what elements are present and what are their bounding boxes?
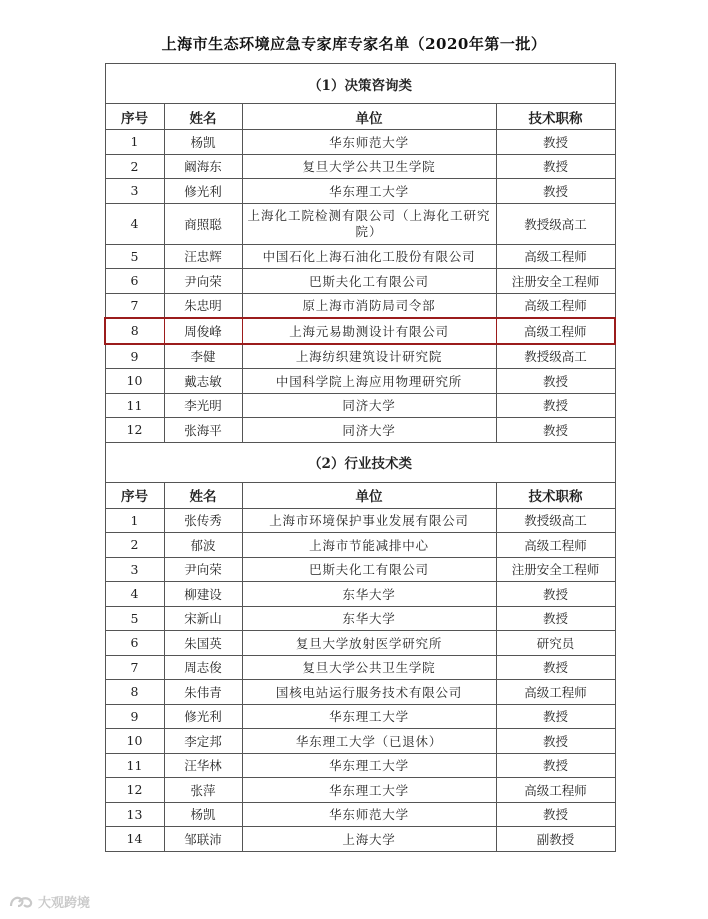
cell-title: 教授 <box>496 369 615 394</box>
cell-title: 教授 <box>496 179 615 204</box>
cell-index: 7 <box>105 655 164 680</box>
section-heading: （1）决策咨询类 <box>105 64 615 104</box>
cell-index: 5 <box>105 606 164 631</box>
section-heading-row <box>105 442 615 482</box>
cell-title: 高级工程师 <box>496 293 615 318</box>
table-row <box>105 533 615 558</box>
highlighted-table-row <box>105 318 615 344</box>
table-row <box>105 753 615 778</box>
watermark <box>8 892 90 911</box>
cell-index: 7 <box>105 293 164 318</box>
header-unit: 单位 <box>242 104 496 130</box>
cell-index: 8 <box>105 680 164 705</box>
cell-name: 张萍 <box>164 778 242 803</box>
table-row <box>105 827 615 852</box>
cell-index: 11 <box>105 393 164 418</box>
table-row <box>105 418 615 443</box>
cell-index: 8 <box>105 318 164 344</box>
cell-title: 教授 <box>496 753 615 778</box>
cell-name: 商照聪 <box>164 203 242 244</box>
cell-name: 周志俊 <box>164 655 242 680</box>
cell-title: 注册安全工程师 <box>496 269 615 294</box>
cell-index: 2 <box>105 154 164 179</box>
cell-unit: 华东理工大学 <box>242 778 496 803</box>
cell-index: 9 <box>105 344 164 369</box>
cell-name: 张海平 <box>164 418 242 443</box>
cell-index: 12 <box>105 778 164 803</box>
cell-name: 朱忠明 <box>164 293 242 318</box>
cell-unit: 国核电站运行服务技术有限公司 <box>242 680 496 705</box>
cell-index: 2 <box>105 533 164 558</box>
cell-name: 李定邦 <box>164 729 242 754</box>
cell-unit: 华东师范大学 <box>242 802 496 827</box>
cell-title: 教授级高工 <box>496 508 615 533</box>
cell-index: 1 <box>105 130 164 155</box>
cell-unit: 上海市节能减排中心 <box>242 533 496 558</box>
watermark-text: 大观跨境 <box>38 896 91 911</box>
cell-index: 6 <box>105 631 164 656</box>
cell-unit: 上海纺织建筑设计研究院 <box>242 344 496 369</box>
cell-unit: 复旦大学放射医学研究所 <box>242 631 496 656</box>
cell-name: 尹向荣 <box>164 557 242 582</box>
section-heading: （2）行业技术类 <box>105 442 615 482</box>
cell-index: 14 <box>105 827 164 852</box>
cell-title: 教授 <box>496 729 615 754</box>
table-row <box>105 244 615 269</box>
table-row <box>105 606 615 631</box>
header-index: 序号 <box>105 104 164 130</box>
table-row <box>105 130 615 155</box>
cell-index: 3 <box>105 557 164 582</box>
cell-title: 教授 <box>496 655 615 680</box>
cell-name: 修光利 <box>164 704 242 729</box>
cell-index: 10 <box>105 369 164 394</box>
cell-unit: 华东理工大学（已退休） <box>242 729 496 754</box>
cell-title: 高级工程师 <box>496 778 615 803</box>
cell-unit: 华东理工大学 <box>242 704 496 729</box>
table-row <box>105 582 615 607</box>
cell-unit: 同济大学 <box>242 418 496 443</box>
header-index: 序号 <box>105 482 164 508</box>
cell-title: 教授 <box>496 606 615 631</box>
cell-unit: 上海元易勘测设计有限公司 <box>242 318 496 344</box>
cell-unit: 复旦大学公共卫生学院 <box>242 655 496 680</box>
cell-name: 朱国英 <box>164 631 242 656</box>
cell-unit: 中国石化上海石油化工股份有限公司 <box>242 244 496 269</box>
cell-index: 11 <box>105 753 164 778</box>
cell-index: 9 <box>105 704 164 729</box>
cell-title: 研究员 <box>496 631 615 656</box>
cell-name: 杨凯 <box>164 802 242 827</box>
cell-unit: 华东理工大学 <box>242 753 496 778</box>
cell-name: 戴志敏 <box>164 369 242 394</box>
table-row <box>105 344 615 369</box>
table-row <box>105 655 615 680</box>
cell-title: 高级工程师 <box>496 244 615 269</box>
cell-index: 13 <box>105 802 164 827</box>
table-row <box>105 508 615 533</box>
cell-name: 郁波 <box>164 533 242 558</box>
table-row <box>105 557 615 582</box>
table-row <box>105 293 615 318</box>
cell-name: 张传秀 <box>164 508 242 533</box>
cell-title: 注册安全工程师 <box>496 557 615 582</box>
expert-roster-table <box>104 63 616 852</box>
section-heading-row <box>105 64 615 104</box>
cell-unit: 巴斯夫化工有限公司 <box>242 269 496 294</box>
cell-name: 周俊峰 <box>164 318 242 344</box>
header-title: 技术职称 <box>496 482 615 508</box>
cell-name: 宋新山 <box>164 606 242 631</box>
header-unit: 单位 <box>242 482 496 508</box>
cell-title: 高级工程师 <box>496 533 615 558</box>
cell-title: 教授级高工 <box>496 203 615 244</box>
header-name: 姓名 <box>164 104 242 130</box>
cell-unit: 东华大学 <box>242 582 496 607</box>
table-row <box>105 179 615 204</box>
cell-title: 教授 <box>496 393 615 418</box>
cell-title: 教授 <box>496 802 615 827</box>
cell-index: 3 <box>105 179 164 204</box>
table-row <box>105 778 615 803</box>
brand-logo-icon <box>8 893 34 911</box>
cell-unit: 华东理工大学 <box>242 179 496 204</box>
cell-unit: 上海化工院检测有限公司（上海化工研究院） <box>242 203 496 244</box>
cell-unit: 复旦大学公共卫生学院 <box>242 154 496 179</box>
column-header-row <box>105 482 615 508</box>
cell-name: 阚海东 <box>164 154 242 179</box>
cell-unit: 巴斯夫化工有限公司 <box>242 557 496 582</box>
cell-title: 教授 <box>496 704 615 729</box>
cell-title: 高级工程师 <box>496 680 615 705</box>
cell-title: 教授 <box>496 582 615 607</box>
header-name: 姓名 <box>164 482 242 508</box>
cell-name: 邹联沛 <box>164 827 242 852</box>
cell-title: 教授 <box>496 130 615 155</box>
cell-index: 4 <box>105 203 164 244</box>
table-row <box>105 631 615 656</box>
cell-unit: 中国科学院上海应用物理研究所 <box>242 369 496 394</box>
cell-title: 教授 <box>496 418 615 443</box>
cell-title: 教授级高工 <box>496 344 615 369</box>
column-header-row <box>105 104 615 130</box>
cell-index: 4 <box>105 582 164 607</box>
cell-unit: 上海大学 <box>242 827 496 852</box>
table-row <box>105 680 615 705</box>
table-row <box>105 203 615 244</box>
cell-name: 汪忠辉 <box>164 244 242 269</box>
cell-name: 杨凯 <box>164 130 242 155</box>
cell-index: 10 <box>105 729 164 754</box>
table-row <box>105 704 615 729</box>
cell-title: 高级工程师 <box>496 318 615 344</box>
cell-name: 尹向荣 <box>164 269 242 294</box>
table-row <box>105 802 615 827</box>
cell-index: 5 <box>105 244 164 269</box>
cell-unit: 华东师范大学 <box>242 130 496 155</box>
cell-unit: 上海市环境保护事业发展有限公司 <box>242 508 496 533</box>
cell-title: 教授 <box>496 154 615 179</box>
cell-unit: 同济大学 <box>242 393 496 418</box>
table-row <box>105 393 615 418</box>
cell-index: 6 <box>105 269 164 294</box>
cell-index: 1 <box>105 508 164 533</box>
cell-name: 柳建设 <box>164 582 242 607</box>
cell-name: 朱伟青 <box>164 680 242 705</box>
cell-name: 修光利 <box>164 179 242 204</box>
cell-name: 汪华林 <box>164 753 242 778</box>
cell-index: 12 <box>105 418 164 443</box>
table-row <box>105 369 615 394</box>
table-row <box>105 269 615 294</box>
cell-name: 李健 <box>164 344 242 369</box>
cell-unit: 原上海市消防局司令部 <box>242 293 496 318</box>
table-row <box>105 154 615 179</box>
cell-name: 李光明 <box>164 393 242 418</box>
header-title: 技术职称 <box>496 104 615 130</box>
document-title: 上海市生态环境应急专家库专家名单（2020年第一批） <box>161 35 547 53</box>
cell-title: 副教授 <box>496 827 615 852</box>
table-row <box>105 729 615 754</box>
cell-unit: 东华大学 <box>242 606 496 631</box>
